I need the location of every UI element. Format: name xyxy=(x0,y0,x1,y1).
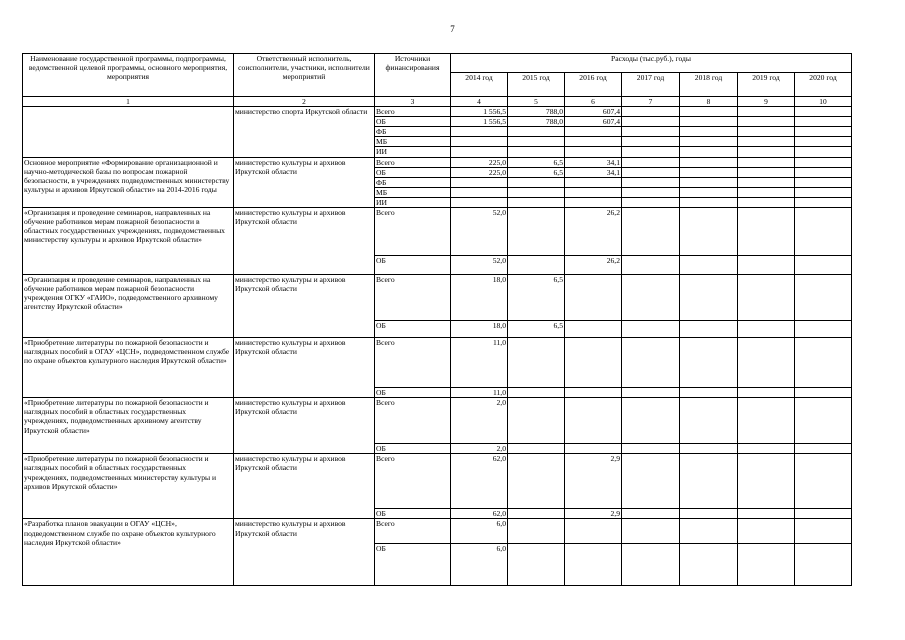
amount-empty xyxy=(738,444,795,454)
amount-empty xyxy=(738,338,795,388)
executor-name: министерство спорта Иркутской области xyxy=(234,107,375,158)
amount-y2015: 788,0 xyxy=(508,107,565,117)
amount-y2014: 225,0 xyxy=(451,157,508,167)
executor-name: министерство культуры и архивов Иркутской области xyxy=(234,398,375,454)
column-number: 3 xyxy=(375,97,451,107)
column-number: 6 xyxy=(565,97,622,107)
amount-empty xyxy=(680,177,738,187)
amount-y2014: 6,0 xyxy=(451,544,508,586)
column-number: 5 xyxy=(508,97,565,107)
measure-name: «Приобретение литературы по пожарной безопасности и наглядных пособий в ОГАУ «ЦСН», подведомственном службе по охране объектов культурного наследия Иркутской области» xyxy=(23,338,234,398)
amount-empty xyxy=(622,321,680,338)
amount-y2016 xyxy=(565,388,622,398)
amount-empty xyxy=(622,388,680,398)
amount-y2016 xyxy=(565,127,622,137)
amount-empty xyxy=(795,509,852,519)
amount-empty xyxy=(795,107,852,117)
funding-source: Всего xyxy=(375,398,451,444)
amount-y2016 xyxy=(565,544,622,586)
amount-empty xyxy=(738,167,795,177)
funding-source: ОБ xyxy=(375,388,451,398)
amount-empty xyxy=(622,197,680,207)
amount-y2015 xyxy=(508,509,565,519)
amount-empty xyxy=(738,388,795,398)
column-number: 2 xyxy=(234,97,375,107)
amount-empty xyxy=(795,454,852,509)
amount-empty xyxy=(680,275,738,321)
amount-empty xyxy=(680,509,738,519)
amount-empty xyxy=(795,388,852,398)
amount-y2015 xyxy=(508,398,565,444)
funding-source: Всего xyxy=(375,454,451,509)
measure-name: «Разработка планов эвакуации в ОГАУ «ЦСН», подведомственном службе по охране объектов культурного наследия Иркутской области» xyxy=(23,519,234,586)
amount-y2015 xyxy=(508,444,565,454)
funding-source: ОБ xyxy=(375,544,451,586)
funding-source: ОБ xyxy=(375,509,451,519)
executor-name: министерство культуры и архивов Иркутской области xyxy=(234,338,375,398)
executor-name: министерство культуры и архивов Иркутской области xyxy=(234,454,375,519)
amount-y2016 xyxy=(565,137,622,147)
amount-empty xyxy=(622,519,680,544)
amount-empty xyxy=(680,147,738,157)
amount-empty xyxy=(795,167,852,177)
amount-y2015 xyxy=(508,208,565,256)
amount-empty xyxy=(680,544,738,586)
amount-y2014: 1 556,5 xyxy=(451,107,508,117)
funding-source: МБ xyxy=(375,187,451,197)
funding-source: Всего xyxy=(375,275,451,321)
amount-y2015 xyxy=(508,147,565,157)
funding-source: МБ xyxy=(375,137,451,147)
amount-empty xyxy=(622,107,680,117)
column-number: 10 xyxy=(795,97,852,107)
amount-empty xyxy=(738,256,795,275)
amount-y2014: 2,0 xyxy=(451,398,508,444)
amount-y2015 xyxy=(508,187,565,197)
amount-y2015 xyxy=(508,519,565,544)
header-year: 2019 год xyxy=(738,73,795,97)
amount-y2016 xyxy=(565,275,622,321)
amount-y2015 xyxy=(508,256,565,275)
amount-y2016: 34,1 xyxy=(565,167,622,177)
amount-empty xyxy=(738,137,795,147)
funding-source: Всего xyxy=(375,157,451,167)
amount-empty xyxy=(795,187,852,197)
amount-empty xyxy=(738,398,795,444)
header-year: 2016 год xyxy=(565,73,622,97)
funding-source: ОБ xyxy=(375,444,451,454)
amount-y2015: 788,0 xyxy=(508,117,565,127)
column-number: 4 xyxy=(451,97,508,107)
amount-empty xyxy=(738,509,795,519)
amount-y2015 xyxy=(508,127,565,137)
amount-y2016: 607,4 xyxy=(565,117,622,127)
amount-y2016: 26,2 xyxy=(565,256,622,275)
amount-y2016 xyxy=(565,519,622,544)
amount-y2015 xyxy=(508,454,565,509)
amount-empty xyxy=(738,321,795,338)
header-year: 2015 год xyxy=(508,73,565,97)
executor-name: министерство культуры и архивов Иркутской области xyxy=(234,275,375,338)
funding-source: ИИ xyxy=(375,147,451,157)
amount-y2014 xyxy=(451,137,508,147)
column-number: 9 xyxy=(738,97,795,107)
amount-y2015 xyxy=(508,197,565,207)
amount-y2015 xyxy=(508,177,565,187)
amount-y2014 xyxy=(451,187,508,197)
amount-empty xyxy=(622,398,680,444)
amount-y2014: 18,0 xyxy=(451,275,508,321)
amount-y2015: 6,5 xyxy=(508,167,565,177)
funding-source: ОБ xyxy=(375,256,451,275)
amount-y2016: 2,9 xyxy=(565,509,622,519)
measure-name: «Организация и проведение семинаров, направленных на обучение работников мерам пожарной безопасности учреждения ОГКУ «ГАИО», подведомственного архивному агентству Иркутской области» xyxy=(23,275,234,338)
amount-empty xyxy=(795,519,852,544)
amount-empty xyxy=(622,127,680,137)
amount-empty xyxy=(680,137,738,147)
funding-source: Всего xyxy=(375,107,451,117)
amount-empty xyxy=(795,117,852,127)
amount-empty xyxy=(738,127,795,137)
amount-y2015 xyxy=(508,388,565,398)
amount-empty xyxy=(680,398,738,444)
funding-source: ОБ xyxy=(375,321,451,338)
amount-y2016: 26,2 xyxy=(565,208,622,256)
amount-empty xyxy=(795,157,852,167)
amount-empty xyxy=(738,187,795,197)
amount-empty xyxy=(622,454,680,509)
amount-empty xyxy=(738,117,795,127)
amount-y2016: 607,4 xyxy=(565,107,622,117)
amount-empty xyxy=(795,127,852,137)
table-row xyxy=(23,519,852,544)
table-row xyxy=(23,275,852,321)
amount-y2015 xyxy=(508,137,565,147)
amount-y2014: 225,0 xyxy=(451,167,508,177)
amount-empty xyxy=(622,177,680,187)
measure-name xyxy=(23,107,234,158)
amount-empty xyxy=(680,208,738,256)
header-year: 2017 год xyxy=(622,73,680,97)
amount-y2015 xyxy=(508,544,565,586)
amount-empty xyxy=(680,107,738,117)
amount-empty xyxy=(622,167,680,177)
amount-y2014: 2,0 xyxy=(451,444,508,454)
header-year: 2018 год xyxy=(680,73,738,97)
amount-empty xyxy=(795,177,852,187)
amount-empty xyxy=(622,117,680,127)
amount-y2014: 11,0 xyxy=(451,338,508,388)
amount-y2014: 62,0 xyxy=(451,454,508,509)
amount-empty xyxy=(680,519,738,544)
measure-name: «Приобретение литературы по пожарной безопасности и наглядных пособий в областных государственных учреждениях, подведомственных архивному агентству Иркутской области» xyxy=(23,398,234,454)
header-year: 2014 год xyxy=(451,73,508,97)
amount-empty xyxy=(738,454,795,509)
amount-empty xyxy=(680,197,738,207)
executor-name: министерство культуры и архивов Иркутской области xyxy=(234,208,375,275)
amount-empty xyxy=(795,197,852,207)
header-sources: Источники финансирования xyxy=(375,54,451,97)
table-row xyxy=(23,338,852,388)
amount-empty xyxy=(795,256,852,275)
amount-empty xyxy=(622,544,680,586)
amount-empty xyxy=(622,256,680,275)
amount-y2016: 2,9 xyxy=(565,454,622,509)
budget-table xyxy=(22,53,852,586)
amount-y2014 xyxy=(451,147,508,157)
amount-empty xyxy=(680,388,738,398)
amount-empty xyxy=(738,197,795,207)
amount-empty xyxy=(680,321,738,338)
amount-empty xyxy=(738,157,795,167)
amount-empty xyxy=(738,519,795,544)
amount-y2014: 6,0 xyxy=(451,519,508,544)
amount-y2014: 52,0 xyxy=(451,256,508,275)
amount-empty xyxy=(795,338,852,388)
header-year: 2020 год xyxy=(795,73,852,97)
executor-name: министерство культуры и архивов Иркутской области xyxy=(234,157,375,208)
amount-empty xyxy=(622,137,680,147)
amount-empty xyxy=(738,177,795,187)
column-number: 7 xyxy=(622,97,680,107)
amount-y2014: 1 556,5 xyxy=(451,117,508,127)
amount-empty xyxy=(738,208,795,256)
table-row xyxy=(23,107,852,117)
amount-empty xyxy=(622,509,680,519)
amount-empty xyxy=(680,187,738,197)
amount-empty xyxy=(680,444,738,454)
amount-y2016 xyxy=(565,197,622,207)
amount-empty xyxy=(795,444,852,454)
amount-empty xyxy=(680,338,738,388)
amount-y2014: 62,0 xyxy=(451,509,508,519)
amount-empty xyxy=(622,208,680,256)
amount-y2015 xyxy=(508,338,565,388)
amount-empty xyxy=(795,321,852,338)
amount-empty xyxy=(680,454,738,509)
amount-empty xyxy=(795,275,852,321)
amount-y2016 xyxy=(565,444,622,454)
table-row xyxy=(23,398,852,444)
funding-source: ИИ xyxy=(375,197,451,207)
amount-empty xyxy=(680,157,738,167)
amount-empty xyxy=(622,275,680,321)
amount-empty xyxy=(795,147,852,157)
amount-y2015: 6,5 xyxy=(508,157,565,167)
amount-y2016: 34,1 xyxy=(565,157,622,167)
amount-empty xyxy=(622,187,680,197)
amount-empty xyxy=(738,107,795,117)
amount-empty xyxy=(622,338,680,388)
header-executor: Ответственный исполнитель, соисполнители, участники, исполнители мероприятий xyxy=(234,54,375,97)
funding-source: ФБ xyxy=(375,177,451,187)
amount-y2014: 11,0 xyxy=(451,388,508,398)
column-number: 8 xyxy=(680,97,738,107)
table-row xyxy=(23,157,852,167)
amount-empty xyxy=(738,544,795,586)
measure-name: «Приобретение литературы по пожарной безопасности и наглядных пособий в областных государственных учреждениях, подведомственных министерству культуры и архивов Иркутской области» xyxy=(23,454,234,519)
amount-empty xyxy=(622,444,680,454)
amount-empty xyxy=(622,147,680,157)
table-row xyxy=(23,208,852,256)
amount-y2014: 52,0 xyxy=(451,208,508,256)
page-number: 7 xyxy=(450,24,455,34)
amount-y2016 xyxy=(565,177,622,187)
amount-y2014 xyxy=(451,197,508,207)
amount-y2016 xyxy=(565,398,622,444)
amount-y2016 xyxy=(565,147,622,157)
funding-source: ФБ xyxy=(375,127,451,137)
amount-y2014: 18,0 xyxy=(451,321,508,338)
funding-source: Всего xyxy=(375,519,451,544)
amount-empty xyxy=(680,117,738,127)
amount-empty xyxy=(738,147,795,157)
amount-empty xyxy=(680,127,738,137)
amount-y2016 xyxy=(565,187,622,197)
amount-y2016 xyxy=(565,338,622,388)
amount-y2015: 6,5 xyxy=(508,321,565,338)
amount-empty xyxy=(738,275,795,321)
amount-y2014 xyxy=(451,127,508,137)
measure-name: Основное мероприятие «Формирование организационной и научно-методической базы по вопросам пожарной безопасности, в учреждениях подведомственных министерству культуры и архивов Иркутской области» на 2014-2016 годы xyxy=(23,157,234,208)
funding-source: ОБ xyxy=(375,117,451,127)
amount-empty xyxy=(795,208,852,256)
amount-empty xyxy=(680,167,738,177)
funding-source: ОБ xyxy=(375,167,451,177)
header-name: Наименование государственной программы, подпрограммы, ведомственной целевой программы, основного мероприятия, мероприятия xyxy=(23,54,234,97)
amount-y2014 xyxy=(451,177,508,187)
funding-source: Всего xyxy=(375,208,451,256)
amount-y2016 xyxy=(565,321,622,338)
header-expenses: Расходы (тыс.руб.), годы xyxy=(451,54,852,73)
amount-empty xyxy=(795,398,852,444)
funding-source: Всего xyxy=(375,338,451,388)
amount-empty xyxy=(795,137,852,147)
amount-y2015: 6,5 xyxy=(508,275,565,321)
amount-empty xyxy=(795,544,852,586)
table-row xyxy=(23,454,852,509)
amount-empty xyxy=(622,157,680,167)
column-number: 1 xyxy=(23,97,234,107)
measure-name: «Организация и проведение семинаров, направленных на обучение работников мерам пожарной безопасности в областных государственных учреждениях, подведомственных министерству культуры и архивов Иркутской области» xyxy=(23,208,234,275)
amount-empty xyxy=(680,256,738,275)
executor-name: министерство культуры и архивов Иркутской области xyxy=(234,519,375,586)
